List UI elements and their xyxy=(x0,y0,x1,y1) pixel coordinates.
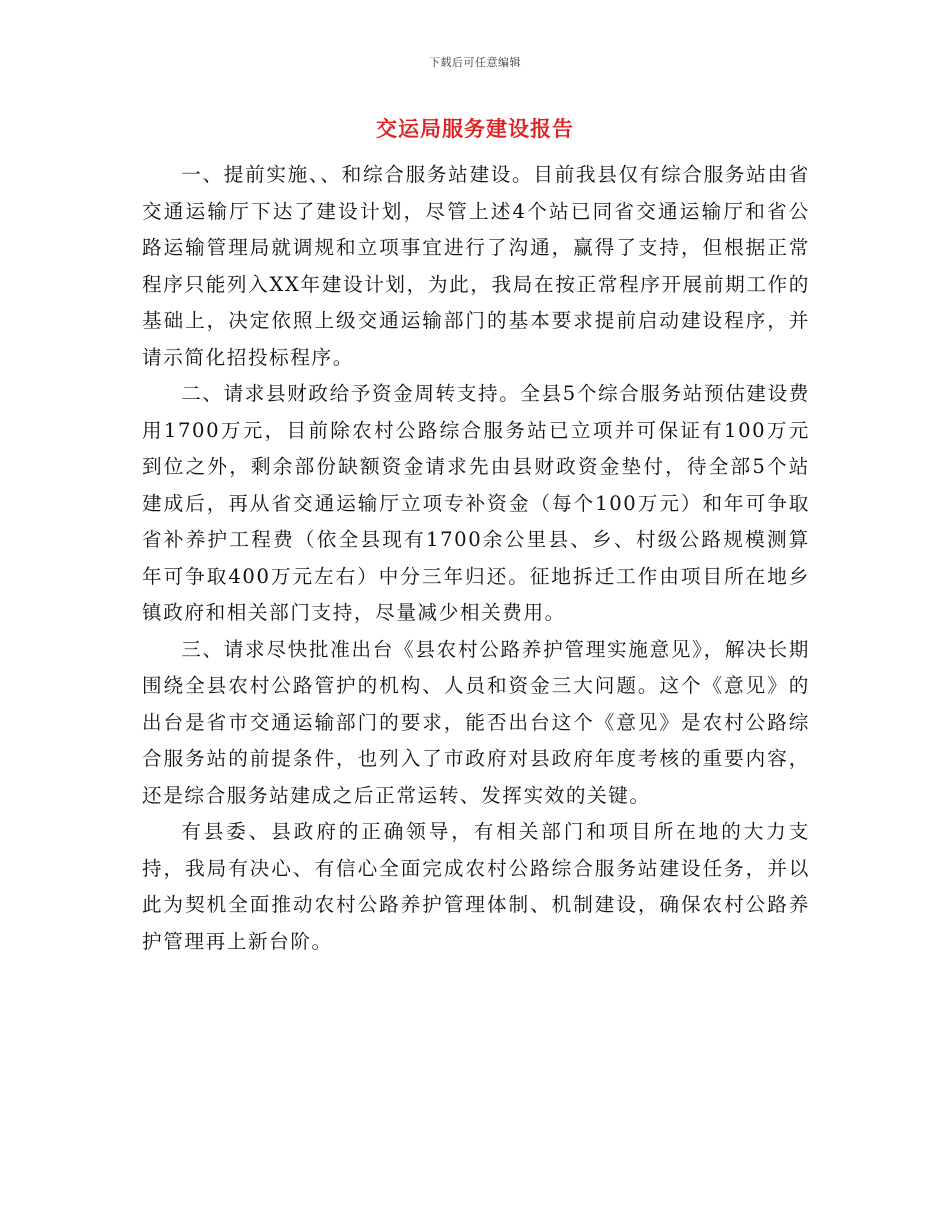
paragraph-3: 三、请求尽快批准出台《县农村公路养护管理实施意见》，解决长期围绕全县农村公路管护的机构、人员和资金三大问题。这个《意见》的出台是省市交通运输部门的要求，能否出台这个《意见》是农村公路综合服务站的前提条件，也列入了市政府对县政府年度考核的重要内容，还是综合服务站建成之后正常运转、发挥实效的关键。 xyxy=(142,637,810,807)
paragraph-1: 一、提前实施、、和综合服务站建设。目前我县仅有综合服务站由省交通运输厅下达了建设计划，尽管上述4个站已同省交通运输厅和省公路运输管理局就调规和立项事宜进行了沟通，赢得了支持，但根据正常程序只能列入XX年建设计划，为此，我局在按正常程序开展前期工作的基础上，决定依照上级交通运输部门的基本要求提前启动建设程序，并请示简化招投标程序。 xyxy=(142,163,810,369)
header-note: 下载后可任意编辑 xyxy=(429,56,521,69)
paragraph-2: 二、请求县财政给予资金周转支持。全县5个综合服务站预估建设费用1700万元，目前除农村公路综合服务站已立项并可保证有100万元到位之外，剩余部份缺额资金请求先由县财政资金垫付，待全部5个站建成后，再从省交通运输厅立项专补资金（每个100万元）和年可争取省补养护工程费（依全县现有1700余公里县、乡、村级公路规模测算年可争取400万元左右）中分三年归还。征地拆迁工作由项目所在地乡镇政府和相关部门支持，尽量减少相关费用。 xyxy=(142,382,810,624)
document-body xyxy=(142,157,810,960)
document-title: 交运局服务建设报告 xyxy=(376,116,574,141)
paragraph-4: 有县委、县政府的正确领导，有相关部门和项目所在地的大力支持，我局有决心、有信心全面完成农村公路综合服务站建设任务，并以此为契机全面推动农村公路养护管理体制、机制建设，确保农村公路养护管理再上新台阶。 xyxy=(142,820,810,953)
